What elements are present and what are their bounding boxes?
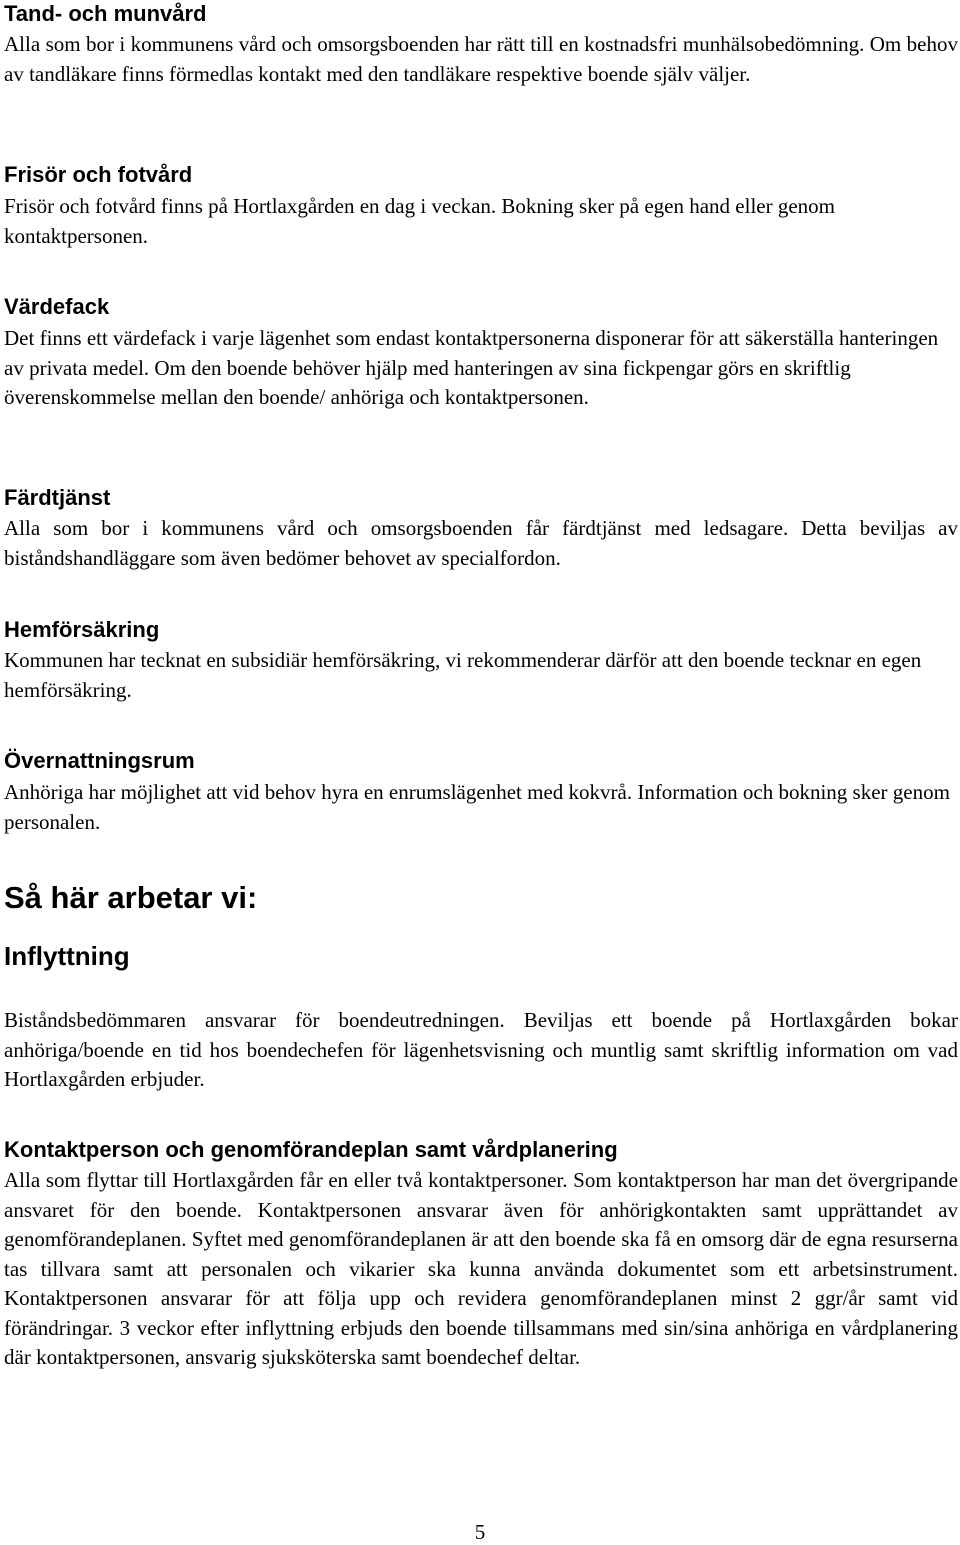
paragraph-vardefack: Det finns ett värdefack i varje lägenhet som endast kontaktpersonerna disponerar för att säkerställa hanteringen av privata medel. Om den boende behöver hjälp med hanteringen av sina fickpengar görs en skriftlig överenskommelse mellan den boende/ anhöriga och kontaktpersonen. [4,326,939,409]
paragraph-inflyttning: Biståndsbedömmaren ansvarar för boendeutredningen. Beviljas ett boende på Hortlaxgården bokar anhöriga/boende en tid hos boendechefen för lägenhetsvisning och muntlig samt skriftlig information om vad Hortlaxgården erbjuder. [4,1008,958,1091]
heading-tand-och-munvard: Tand- och munvård [4,1,207,26]
paragraph-fardtjanst: Alla som bor i kommunens vård och omsorgsboenden får färdtjänst med ledsagare. Detta beviljas av biståndshandläggare som även bedömer behovet av specialfordon. [4,516,958,570]
heading-fardtjanst: Färdtjänst [4,485,111,510]
paragraph-hemforsakring: Kommunen har tecknat en subsidiär hemförsäkring, vi rekommenderar därför att den boende tecknar en egen hemförsäkring. [4,648,922,702]
heading-hemforsakring: Hemförsäkring [4,617,160,642]
page-number: 5 [474,1520,486,1544]
heading-kontaktperson: Kontaktperson och genomförandeplan samt vårdplanering [4,1137,618,1162]
paragraph-overnattningsrum: Anhöriga har möjlighet att vid behov hyra en enrumslägenhet med kokvrå. Information och bokning sker genom personalen. [4,780,950,834]
paragraph-frisor-och-fotvard: Frisör och fotvård finns på Hortlaxgården en dag i veckan. Bokning sker på egen hand eller genom kontaktpersonen. [4,194,835,248]
heading-frisor-och-fotvard: Frisör och fotvård [4,162,193,187]
heading-overnattningsrum: Övernattningsrum [4,748,195,773]
paragraph-tand-och-munvard: Alla som bor i kommunens vård och omsorgsboenden har rätt till en kostnadsfri munhälsobedömning. Om behov av tandläkare finns förmedlas kontakt med den tandläkare respektive boende själv väljer. [4,32,958,86]
heading-inflyttning: Inflyttning [4,941,130,971]
heading-vardefack: Värdefack [4,294,110,319]
paragraph-kontaktperson: Alla som flyttar till Hortlaxgården får en eller två kontaktpersoner. Som kontaktperson har man det övergripande ansvaret för den boende. Kontaktpersonen ansvarar även för anhörigkontakten samt upprättandet av genomförandeplanen. Syftet med genomförandeplanen är att den boende ska få en omsorg där de egna resurserna tas tillvara samt att personalen och vikarier ska kunna använda dokumentet som ett arbetsinstrument. Kontaktpersonen ansvarar för att följa upp och revidera genomförandeplanen minst 2 ggr/år samt vid förändringar. 3 veckor efter inflyttning erbjuds den boende tillsammans med sin/sina anhöriga en vårdplanering där kontaktpersonen, ansvarig sjuksköterska samt boendechef deltar. [4,1168,958,1369]
heading-sa-har-arbetar-vi: Så här arbetar vi: [4,880,258,915]
